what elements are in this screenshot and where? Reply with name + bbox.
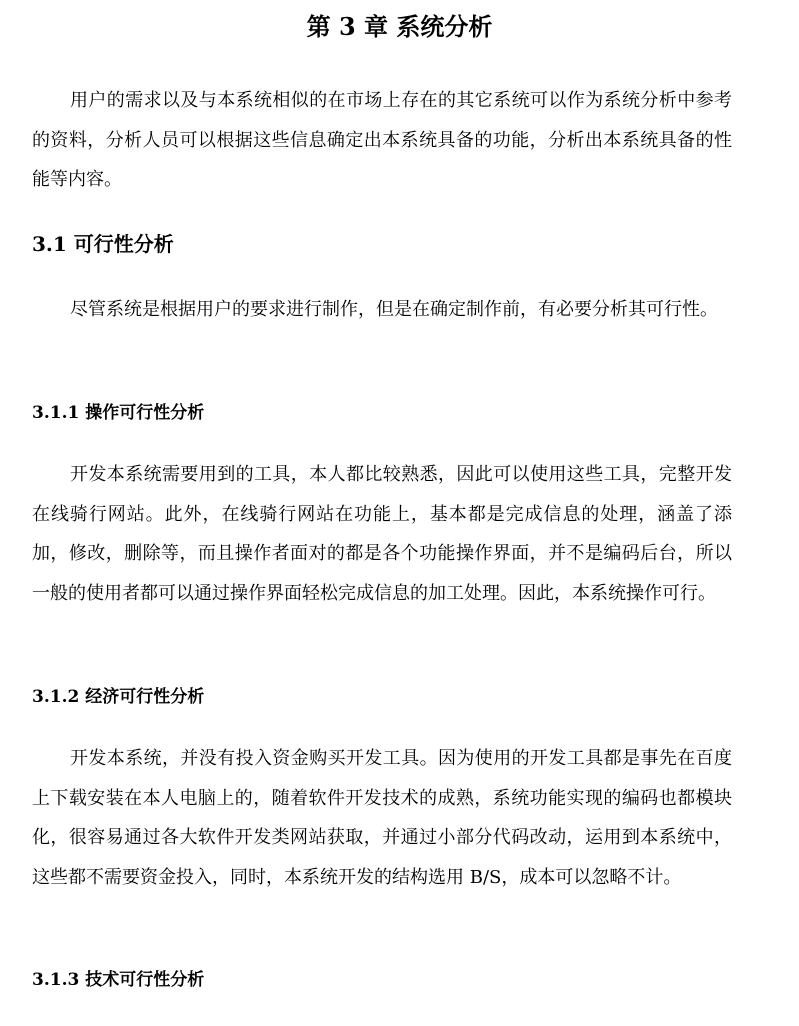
intro-paragraph: 用户的需求以及与本系统相似的在市场上存在的其它系统可以作为系统分析中参考的资料，分析人员可以根据这些信息确定出本系统具备的功能，分析出本系统具备的性能等内容。 bbox=[32, 90, 732, 190]
section-3-1-heading: 3.1 可行性分析 bbox=[32, 232, 174, 256]
section-3-1-2-paragraph: 开发本系统，并没有投入资金购买开发工具。因为使用的开发工具都是事先在百度上下载安装在本人电脑上的，随着软件开发技术的成熟，系统功能实现的编码也都模块化，很容易通过各大软件开发类网站获取，并通过小部分代码改动，运用到本系统中，这些都不需要资金投入，同时，本系统开发的结构选用 B/S，成本可以忽略不计。 bbox=[32, 748, 732, 888]
section-3-1-3-heading: 3.1.3 技术可行性分析 bbox=[32, 970, 205, 990]
section-3-1-2-heading: 3.1.2 经济可行性分析 bbox=[32, 687, 205, 707]
section-3-1-1-paragraph: 开发本系统需要用到的工具，本人都比较熟悉，因此可以使用这些工具，完整开发在线骑行网站。此外，在线骑行网站在功能上，基本都是完成信息的处理，涵盖了添加，修改，删除等，而且操作者面对的都是各个功能操作界面，并不是编码后台，所以一般的使用者都可以通过操作界面轻松完成信息的加工处理。因此，本系统操作可行。 bbox=[32, 464, 732, 604]
chapter-title: 第 3 章 系统分析 bbox=[306, 12, 493, 41]
section-3-1-1-heading: 3.1.1 操作可行性分析 bbox=[32, 403, 205, 423]
section-3-1-paragraph: 尽管系统是根据用户的要求进行制作，但是在确定制作前，有必要分析其可行性。 bbox=[70, 299, 718, 320]
